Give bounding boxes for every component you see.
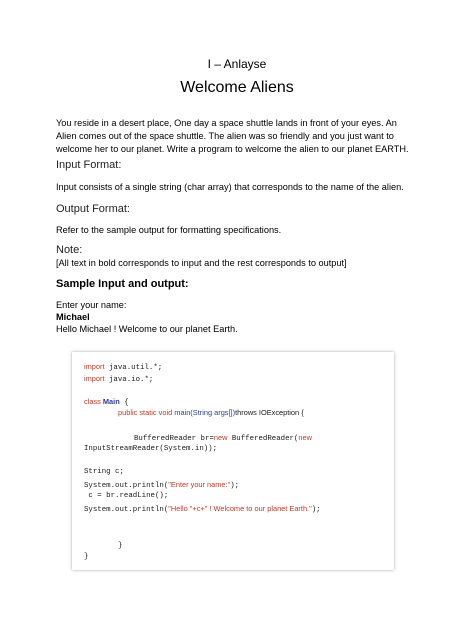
code-line: class Main { <box>84 397 129 407</box>
keyword: new <box>298 433 312 442</box>
code-line: public static void main(String args[])throws IOException { <box>118 408 304 417</box>
keyword: public static void <box>118 408 173 417</box>
sample-prompt: Enter your name: <box>56 300 127 310</box>
keyword: import <box>84 362 105 371</box>
note-text: [All text in bold corresponds to input and the rest corresponds to output] <box>56 258 347 268</box>
note-heading: Note: <box>56 244 83 256</box>
code-line: System.out.println("Hello "+c+" ! Welcome to our planet Earth."); <box>84 504 321 514</box>
code-block <box>72 352 394 570</box>
code-line: } <box>118 542 123 550</box>
keyword: class <box>84 397 101 406</box>
code-line: import java.util.*; <box>84 362 163 372</box>
description-line: You reside in a desert place, One day a space shuttle lands in front of your eyes. An <box>56 118 397 128</box>
string-literal: "Hello "+c+" ! Welcome to our planet Earth." <box>168 504 312 513</box>
section-number: I – Anlayse <box>207 57 267 71</box>
description-line: Alien comes out of the space shuttle. The alien was so friendly and you just want to <box>56 131 394 141</box>
output-format-heading: Output Format: <box>56 203 130 215</box>
input-format-text: Input consists of a single string (char array) that corresponds to the name of the alien. <box>56 182 404 192</box>
code-line: } <box>84 553 89 561</box>
page-title: Welcome Aliens <box>180 79 294 96</box>
code-line: BufferedReader br=new BufferedReader(new <box>134 433 312 443</box>
sample-input: Michael <box>56 312 90 322</box>
output-format-text: Refer to the sample output for formatting specifications. <box>56 225 282 235</box>
code-line: System.out.println("Enter your name:"); <box>84 480 240 490</box>
code-line: import java.io.*; <box>84 374 154 384</box>
keyword: import <box>84 374 105 383</box>
keyword: new <box>213 433 228 442</box>
string-literal: "Enter your name:" <box>168 480 231 489</box>
description-line: welcome her to our planet. Write a program to welcome the alien to our planet EARTH. <box>56 144 409 154</box>
sample-heading: Sample Input and output: <box>56 278 189 290</box>
code-line: c = br.readLine(); <box>84 492 169 500</box>
code-line: String c; <box>84 468 124 476</box>
input-format-heading: Input Format: <box>56 159 122 171</box>
sample-output: Hello Michael ! Welcome to our planet Earth. <box>56 324 238 334</box>
code-line: InputStreamReader(System.in)); <box>84 445 218 453</box>
